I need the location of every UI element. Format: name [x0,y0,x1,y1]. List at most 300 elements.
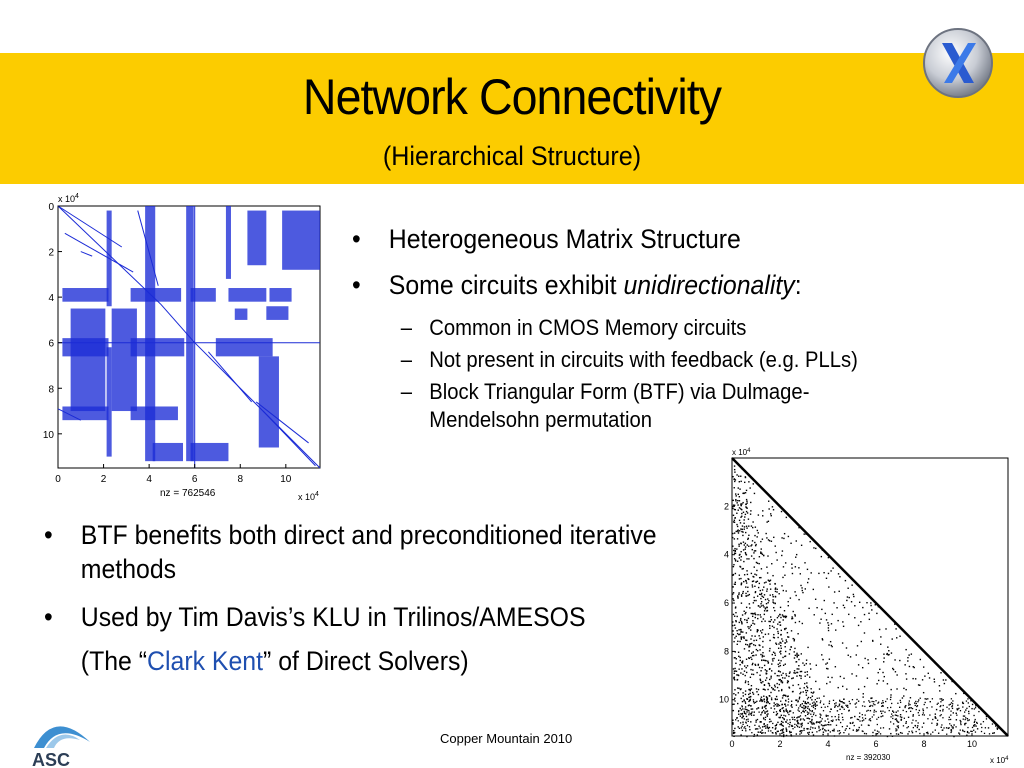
spy-point [742,502,743,503]
spy-point [765,717,766,718]
spy-point [840,722,841,723]
spy-point [746,499,747,500]
spy-point [796,699,797,700]
spy-point [816,665,817,666]
spy-point [740,578,741,579]
spy-point [749,603,750,604]
spy-point [854,617,855,618]
spy-point [835,666,836,667]
spy-point [838,719,839,720]
spy-point [792,573,793,574]
spy-point [771,515,772,516]
spy-point [831,623,832,624]
spy-point [799,727,800,728]
spy-point [759,583,760,584]
spy-point [779,724,780,725]
spy-point [774,653,775,654]
spy-point [759,594,760,595]
spy-point [734,505,735,506]
spy-point [764,726,765,727]
spy-point [770,721,771,722]
spy-point [865,718,866,719]
spy-point [738,532,739,533]
spy-point [781,638,782,639]
spy-point [758,711,759,712]
spy-point [773,658,774,659]
spy-point [743,493,744,494]
spy-point [758,635,759,636]
spy-point [794,717,795,718]
spy-point [766,603,767,604]
spy-point [797,723,798,724]
spy-point [799,733,800,734]
spy-point [799,675,800,676]
spy-point [797,672,798,673]
spy-point [828,730,829,731]
spy-point [854,725,855,726]
spy-point [757,581,758,582]
spy-point [763,586,764,587]
spy-point [783,736,784,737]
spy-point [738,714,739,715]
spy-point [744,718,745,719]
spy-point [911,722,912,723]
spy-point [868,700,869,701]
spy-point [739,496,740,497]
spy-point [759,638,760,639]
spy-point [861,641,862,642]
spy-point [960,721,961,722]
spy-point [770,513,771,514]
spy-point [766,537,767,538]
spy-point [865,714,866,715]
spy-point [949,704,950,705]
spy-point [828,630,829,631]
spy-point [968,711,969,712]
spy-point [904,706,905,707]
spy-point [747,665,748,666]
spy-point [746,507,747,508]
spy-point [745,694,746,695]
spy-point [798,567,799,568]
spy-point [806,694,807,695]
spy-point [951,681,952,682]
spy-point [793,677,794,678]
spy-point [733,641,734,642]
spy-point [908,717,909,718]
spy-point [781,555,782,556]
spy-point [897,715,898,716]
spy-point [769,695,770,696]
y-tick-label: 0 [48,202,54,213]
spy-point [739,664,740,665]
spy-block [235,309,248,320]
spy-point [766,672,767,673]
spy-point [816,607,817,608]
spy-point [748,657,749,658]
spy-point [747,539,748,540]
spy-point [798,707,799,708]
spy-point [763,656,764,657]
spy-point [902,733,903,734]
spy-point [774,673,775,674]
spy-point [748,618,749,619]
spy-point [916,709,917,710]
spy-point [739,622,740,623]
spy-point [749,626,750,627]
spy-point [738,692,739,693]
spy-point [746,607,747,608]
spy-point [974,721,975,722]
spy-point [785,695,786,696]
sub-bullet-item: – Not present in circuits with feedback (e.g. PLLs) [400,347,858,372]
spy-point [746,511,747,512]
spy-point [760,594,761,595]
spy-point [974,708,975,709]
spy-point [740,629,741,630]
spy-point [810,697,811,698]
spy-point [771,699,772,700]
spy-point [744,726,745,727]
spy-point [997,728,998,729]
spy-point [782,717,783,718]
spy-point [772,626,773,627]
spy-point [794,591,795,592]
spy-point [744,665,745,666]
spy-point [876,719,877,720]
spy-point [803,691,804,692]
spy-point [811,720,812,721]
spy-point [891,703,892,704]
spy-point [780,617,781,618]
spy-point [768,501,769,502]
spy-point [834,706,835,707]
spy-point [787,636,788,637]
spy-point [739,507,740,508]
sub-bullet-item: – Common in CMOS Memory circuits [400,315,747,340]
spy-point [849,703,850,704]
spy-point [756,570,757,571]
spy-point [830,731,831,732]
spy-point [739,557,740,558]
spy-point [869,619,870,620]
spy-point [743,700,744,701]
spy-point [750,721,751,722]
spy-point [910,711,911,712]
spy-point [805,533,806,534]
spy-point [798,527,799,528]
spy-point [774,686,775,687]
spy-point [883,661,884,662]
spy-point [850,722,851,723]
y-tick-label: 6 [48,338,54,350]
spy-point [776,711,777,712]
spy-point [800,719,801,720]
spy-point [734,471,735,472]
spy-point [810,726,811,727]
spy-point [771,697,772,698]
spy-point [840,676,841,677]
spy-point [869,702,870,703]
spy-point [754,566,755,567]
spy-point [917,725,918,726]
spy-point [893,712,894,713]
spy-point [805,588,806,589]
spy-point [773,509,774,510]
spy-point [753,644,754,645]
spy-point [744,516,745,517]
spy-point [748,721,749,722]
spy-point [942,717,943,718]
spy-point [747,578,748,579]
spy-point [768,600,769,601]
spy-point [741,621,742,622]
spy-point [742,692,743,693]
spy-point [859,720,860,721]
spy-point [735,582,736,583]
spy-point [742,531,743,532]
spy-point [804,533,805,534]
spy-point [776,696,777,697]
spy-point [752,586,753,587]
spy-point [754,535,755,536]
spy-point [760,679,761,680]
spy-point [922,714,923,715]
spy-point [801,732,802,733]
spy-point [782,673,783,674]
spy-point [807,647,808,648]
spy-point [826,578,827,579]
spy-point [745,613,746,614]
spy-point [760,553,761,554]
spy-point [737,674,738,675]
spy-point [821,654,822,655]
spy-point [806,718,807,719]
spy-point [747,698,748,699]
spy-block [259,356,279,447]
spy-point [742,708,743,709]
spy-point [855,706,856,707]
spy-point [741,516,742,517]
spy-point [962,706,963,707]
spy-point [796,724,797,725]
spy-point [811,705,812,706]
spy-point [748,518,749,519]
spy-point [770,730,771,731]
spy-point [812,727,813,728]
spy-point [743,581,744,582]
spy-point [775,733,776,734]
spy-point [956,719,957,720]
spy-point [793,611,794,612]
spy-point [861,724,862,725]
spy-point [774,689,775,690]
spy-point [895,719,896,720]
spy-point [781,735,782,736]
spy-point [941,698,942,699]
spy-point [808,712,809,713]
spy-point [780,717,781,718]
spy-point [882,700,883,701]
spy-point [832,721,833,722]
spy-point [737,597,738,598]
spy-point [815,728,816,729]
spy-point [912,708,913,709]
spy-point [737,679,738,680]
spy-point [807,702,808,703]
spy-point [751,653,752,654]
spy-point [775,732,776,733]
spy-point [740,660,741,661]
spy-point [767,716,768,717]
spy-point [780,665,781,666]
spy-point [985,727,986,728]
spy-point [887,707,888,708]
spy-point [756,574,757,575]
spy-point [752,623,753,624]
spy-point [771,541,772,542]
spy-point [792,717,793,718]
spy-point [814,723,815,724]
spy-point [733,677,734,678]
spy-point [797,701,798,702]
spy-point [905,689,906,690]
spy-point [846,647,847,648]
spy-point [743,561,744,562]
spy-point [937,724,938,725]
spy-point [786,711,787,712]
spy-point [804,707,805,708]
spy-point [839,701,840,702]
spy-point [908,704,909,705]
spy-point [753,576,754,577]
spy-point [819,713,820,714]
spy-point [899,707,900,708]
spy-point [905,673,906,674]
spy-point [733,600,734,601]
spy-point [785,705,786,706]
spy-point [780,709,781,710]
spy-point [740,713,741,714]
spy-point [859,602,860,603]
spy-point [754,664,755,665]
spy-point [927,698,928,699]
spy-point [745,682,746,683]
spy-point [778,675,779,676]
spy-point [788,605,789,606]
spy-point [737,633,738,634]
spy-point [785,651,786,652]
spy-point [750,699,751,700]
spy-point [971,708,972,709]
spy-point [806,663,807,664]
spy-point [752,584,753,585]
spy-point [898,727,899,728]
spy-point [860,621,861,622]
spy-point [751,685,752,686]
spy-point [805,702,806,703]
spy-point [827,724,828,725]
spy-point [802,724,803,725]
spy-point [748,546,749,547]
spy-point [776,683,777,684]
spy-point [754,542,755,543]
spy-point [755,721,756,722]
spy-point [782,697,783,698]
spy-point [781,690,782,691]
spy-point [825,613,826,614]
spy-point [895,628,896,629]
spy-point [892,710,893,711]
spy-point [780,671,781,672]
spy-point [758,563,759,564]
spy-point [917,701,918,702]
spy-point [762,629,763,630]
spy-point [748,694,749,695]
spy-point [769,685,770,686]
spy-point [732,722,733,723]
x-tick-label: 2 [100,474,107,485]
spy-point [828,557,829,558]
spy-point [742,535,743,536]
spy-point [732,720,733,721]
spy-point [839,591,840,592]
spy-point [901,717,902,718]
spy-point [898,734,899,735]
spy-point [949,723,950,724]
spy-point [751,525,752,526]
spy-point [816,701,817,702]
spy-point [825,730,826,731]
spy-point [922,708,923,709]
spy-point [757,595,758,596]
spy-point [764,711,765,712]
spy-point [786,719,787,720]
spy-point [813,589,814,590]
x-tick-label: 6 [873,739,879,749]
spy-point [918,712,919,713]
spy-point [871,609,872,610]
spy-point [754,734,755,735]
spy-point [849,701,850,702]
spy-point [733,736,734,737]
spy-point [803,705,804,706]
spy-point [741,503,742,504]
spy-point [759,649,760,650]
spy-point [830,570,831,571]
spy-point [948,727,949,728]
spy-point [906,711,907,712]
spy-point [878,680,879,681]
spy-point [738,545,739,546]
spy-point [846,728,847,729]
spy-point [876,683,877,684]
spy-point [843,702,844,703]
spy-point [811,716,812,717]
spy-point [840,701,841,702]
x-logo-icon [922,27,994,99]
spy-point [804,687,805,688]
spy-point [880,644,881,645]
spy-point [815,706,816,707]
spy-point [788,536,789,537]
spy-point [801,712,802,713]
nz-label-left: nz = 762546 [160,488,216,499]
spy-point [803,710,804,711]
spy-point [760,551,761,552]
spy-point [736,658,737,659]
spy-point [948,719,949,720]
